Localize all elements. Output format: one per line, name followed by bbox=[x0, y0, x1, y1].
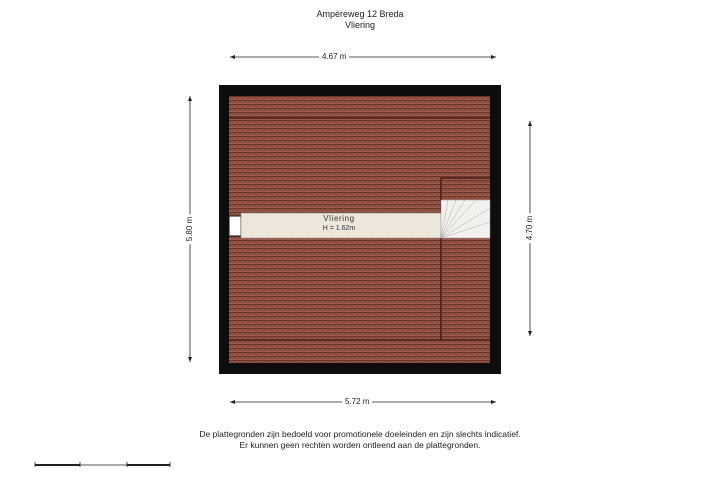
address-text: Ampèreweg 12 Breda bbox=[316, 9, 404, 19]
dimension-bottom-label: 5.72 m bbox=[342, 397, 372, 407]
disclaimer-line-2: Er kunnen geen rechten worden ontleend aan de plattegronden. bbox=[239, 440, 481, 450]
floor-name-text: Vliering bbox=[344, 20, 375, 30]
stair-icon bbox=[441, 200, 490, 238]
disclaimer-line-1: De plattegronden zijn bedoeld voor promotionele doeleinden en zijn slechts indicatief. bbox=[199, 429, 521, 439]
disclaimer bbox=[0, 429, 720, 451]
dimension-right-label: 4.70 m bbox=[525, 213, 535, 243]
room-name: Vliering bbox=[323, 214, 355, 223]
dimension-left-label: 5.80 m bbox=[185, 214, 195, 244]
room-height: H = 1.62m bbox=[322, 225, 356, 232]
dimension-top bbox=[230, 55, 496, 59]
dimension-top-label: 4.67 m bbox=[319, 52, 349, 62]
scale-bar bbox=[35, 462, 170, 467]
room-label bbox=[239, 213, 439, 234]
